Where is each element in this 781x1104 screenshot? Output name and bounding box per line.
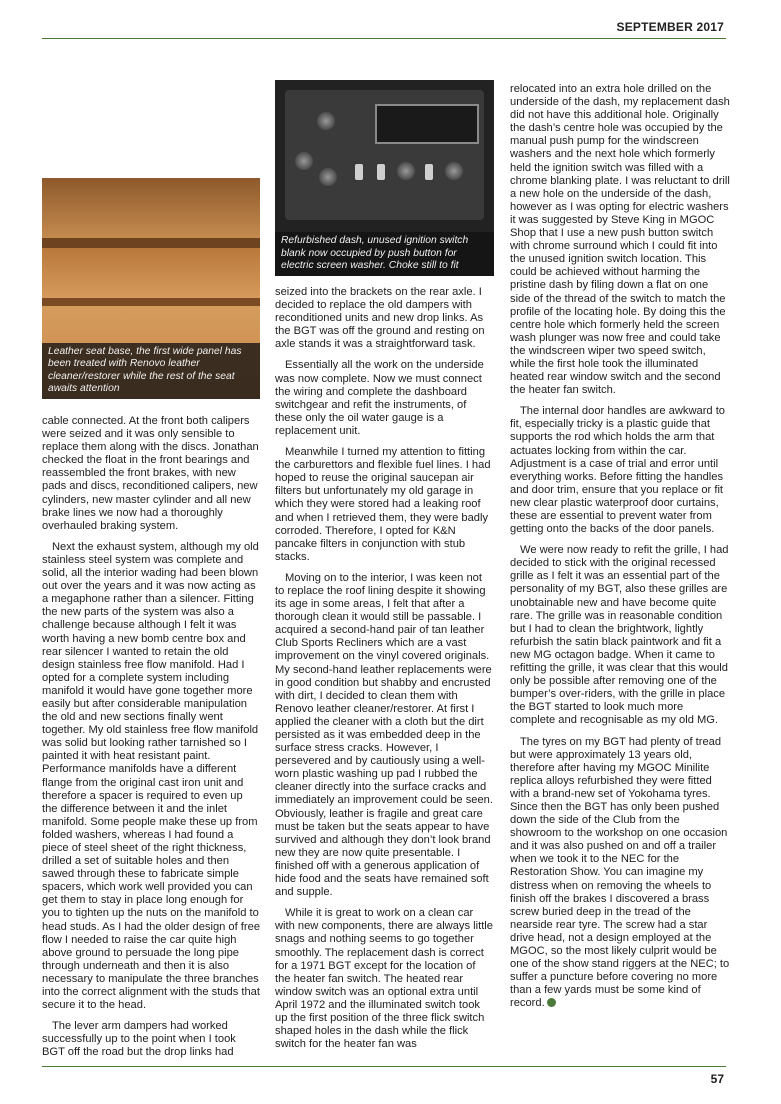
dash-panel bbox=[285, 90, 484, 220]
seat-backrest-lower bbox=[42, 248, 260, 298]
seat-crease bbox=[42, 298, 260, 306]
dash-photo bbox=[275, 80, 494, 276]
header-rule bbox=[42, 38, 726, 39]
page-number: 57 bbox=[710, 1072, 724, 1086]
paragraph: seized into the brackets on the rear axle. I decided to replace the old dampers with reconditioned units and new drop links. As the BGT was off the ground and resting on axle stands it was a straightforward task. bbox=[275, 286, 485, 351]
dash-knob bbox=[319, 168, 337, 186]
dash-knob bbox=[317, 112, 335, 130]
seat-seam bbox=[42, 238, 260, 248]
end-mark-icon bbox=[547, 998, 556, 1007]
column-3 bbox=[510, 83, 730, 1018]
seat-photo-caption: Leather seat base, the first wide panel has been treated with Renovo leather cleaner/restorer while the rest of the seat awaits attention bbox=[42, 343, 260, 399]
column-2 bbox=[275, 286, 494, 1059]
paragraph: cable connected. At the front both calipers were seized and it was only sensible to replace them along with the discs. Jonathan checked the float in the front bearings and reassembled the front brakes, with new pads and discs, reconditioned calipers, new cylinders, new master cylinder and all new brake lines we now had a thoroughly overhauled braking system. bbox=[42, 415, 259, 532]
running-header: SEPTEMBER 2017 bbox=[616, 20, 724, 34]
paragraph: The lever arm dampers had worked successfully up to the point when I took BGT off the road but the drop links had bbox=[42, 1020, 236, 1059]
paragraph: While it is great to work on a clean car with new components, there are always little snags and nothing seems to go together smoothly. The replacement dash is correct for a 1971 BGT except for the location of the heater fan switch. The heated rear window switch was an optional extra until April 1972 and the illuminated switch took up the first position of the three flick switch shaped holes in the dash while the flick switch for the heater fan was bbox=[275, 907, 493, 1051]
dash-photo-caption: Refurbished dash, unused ignition switch blank now occupied by push button for electric screen washer. Choke still to fit bbox=[275, 232, 494, 276]
radio-slot bbox=[375, 104, 479, 144]
paragraph: relocated into an extra hole drilled on the underside of the dash, my replacement dash did not have this additional hole. Originally the dash’s centre hole was occupied by the manual push pump for the windscreen washers and the next hole which formerly held the ignition switch was filled with a chrome blanking plate. I was reluctant to drill a new hole on the underside of the dash, however as I was opting for electric washers it was suggested by Steve King in MGOC Shop that I use a new push button switch with chrome surround which I could fit into the unused ignition switch location. This could be achieved without harming the pristine dash by filing down a flat on one side of the thread of the switch to match the profile of the locating hole. By doing this the centre hole which formerly held the screen wash plunger was now free and could take the windscreen wiper two speed switch, while the first hole took the illuminated heated rear window switch and the second the heater fan switch. bbox=[510, 83, 730, 397]
seat-backrest-top bbox=[42, 178, 260, 238]
paragraph: The internal door handles are awkward to fit, especially tricky is a plastic guide that supports the rod which holds the arm that actuates locking from within the car. Adjustment is a case of trial and error until everything works. Before fitting the handles and door trim, ensure that you replace or fit new clear plastic waterproof door curtains, these are essential to prevent water from getting onto the backs of the door panels. bbox=[510, 405, 725, 536]
column-1 bbox=[42, 415, 260, 1068]
flick-switch bbox=[425, 164, 433, 180]
dash-knob bbox=[445, 162, 463, 180]
push-button bbox=[397, 162, 415, 180]
footer-rule bbox=[42, 1066, 726, 1067]
seat-photo bbox=[42, 178, 260, 399]
paragraph: Next the exhaust system, although my old stainless steel system was complete and solid, all the interior wading had been blown out over the years and it was now acting as a megaphone rather than a silencer. Fitting the new parts of the system was also a challenge because although I felt it was worth having a new bomb centre box and rear silencer I wanted to retain the old design stainless free flow manifold. Had I opted for a complete system including manifold it would have gone together more easily but after considerable manipulation the old and new sections finally went together. My old stainless free flow manifold was solid but looking rather tarnished so I painted it with heat resistant paint. Performance manifolds have a different flange from the original cast iron unit and therefore a spacer is required to even up the difference between it and the inlet manifold. Some people make these up from folded washers, whereas I had found a piece of steel sheet of the right thickness, drilled a set of suitable holes and then sawed through these to fabricate simple spacers, which work well provided you can get them to stay in place long enough for you to tighten up the nuts on the manifold to head studs. As I had the older design of free flow I needed to raise the car quite high above ground to persuade the long pipe through underneath and then it is also necessary to manipulate the three branches into the correct alignment with the studs that secure it to the head. bbox=[42, 540, 261, 1012]
dash-knob bbox=[295, 152, 313, 170]
paragraph: Moving on to the interior, I was keen not to replace the roof lining despite it showing its age in some areas, I felt that after a thorough clean it would still be passable. I acquired a second-hand pair of tan leather Club Sports Recliners which are a vast improvement on the vinyl covered originals. My second-hand leather replacements were in good condition but shabby and encrusted with dirt, I decided to clean them with Renovo leather cleaner/restorer. At first I applied the cleaner with a cloth but the dirt persisted as it was embedded deep in the surface stress cracks. However, I persevered and by cautiously using a well-worn plastic washing up pad I rubbed the cleaner directly into the surface cracks and immediately an improvement could be seen. Obviously, leather is fragile and great care must be taken but the seats appear to have survived and although they don’t look brand new they are now quite presentable. I finished off with a generous application of hide food and the seats have remained soft and supple. bbox=[275, 571, 493, 899]
paragraph: Meanwhile I turned my attention to fitting the carburettors and flexible fuel lines. I had hoped to reuse the original saucepan air filters but unfortunately my old garage in which they were stored had a leaking roof and when I retrieved them, they were badly corroded. Therefore, I opted for K&N pancake filters in conjunction with stub stacks. bbox=[275, 446, 491, 563]
paragraph-last bbox=[510, 736, 730, 1011]
flick-switch bbox=[377, 164, 385, 180]
paragraph-last-text: The tyres on my BGT had plenty of tread but were approximately 13 years old, therefore after having my MGOC Minilite replica alloys refurbished they were fitted with a brand-new set of Yokohama tyres. Since then the BGT has only been pushed down the side of the Club from the showroom to the workshop on one occasion and it was also pushed on and off a trailer when we took it to the NEC for the Restoration Show. You can imagine my distress when on removing the wheels to finish off the brakes I discovered a brass screw buried deep in the tread of the nearside rear tyre. The screw had a star drive head, not a design employed at the MGOC, so the most likely culprit would be one of the show stand riggers at the NEC; to suffer a puncture before covering no more than a few yards must be some kind of record. bbox=[510, 735, 730, 1010]
flick-switch bbox=[355, 164, 363, 180]
paragraph: We were now ready to refit the grille, I had decided to stick with the original recessed grille as I felt it was an essential part of the personality of my BGT, also these grilles are unobtainable new and have become quite rare. The grille was in reasonable condition but I had to clean the brightwork, lightly refurbish the satin black paintwork and fit a new MG octagon badge. When it came to refitting the grille, it was clear that this would only be possible after removing one of the bumper’s over-riders, with the grille in place the BGT started to look much more complete and recognisable as my old MG. bbox=[510, 544, 729, 727]
paragraph: Essentially all the work on the underside was now complete. Now we must connect the wiring and complete the dashboard switchgear and refit the instruments, of these only the oil water gauge is a replacement unit. bbox=[275, 359, 484, 437]
